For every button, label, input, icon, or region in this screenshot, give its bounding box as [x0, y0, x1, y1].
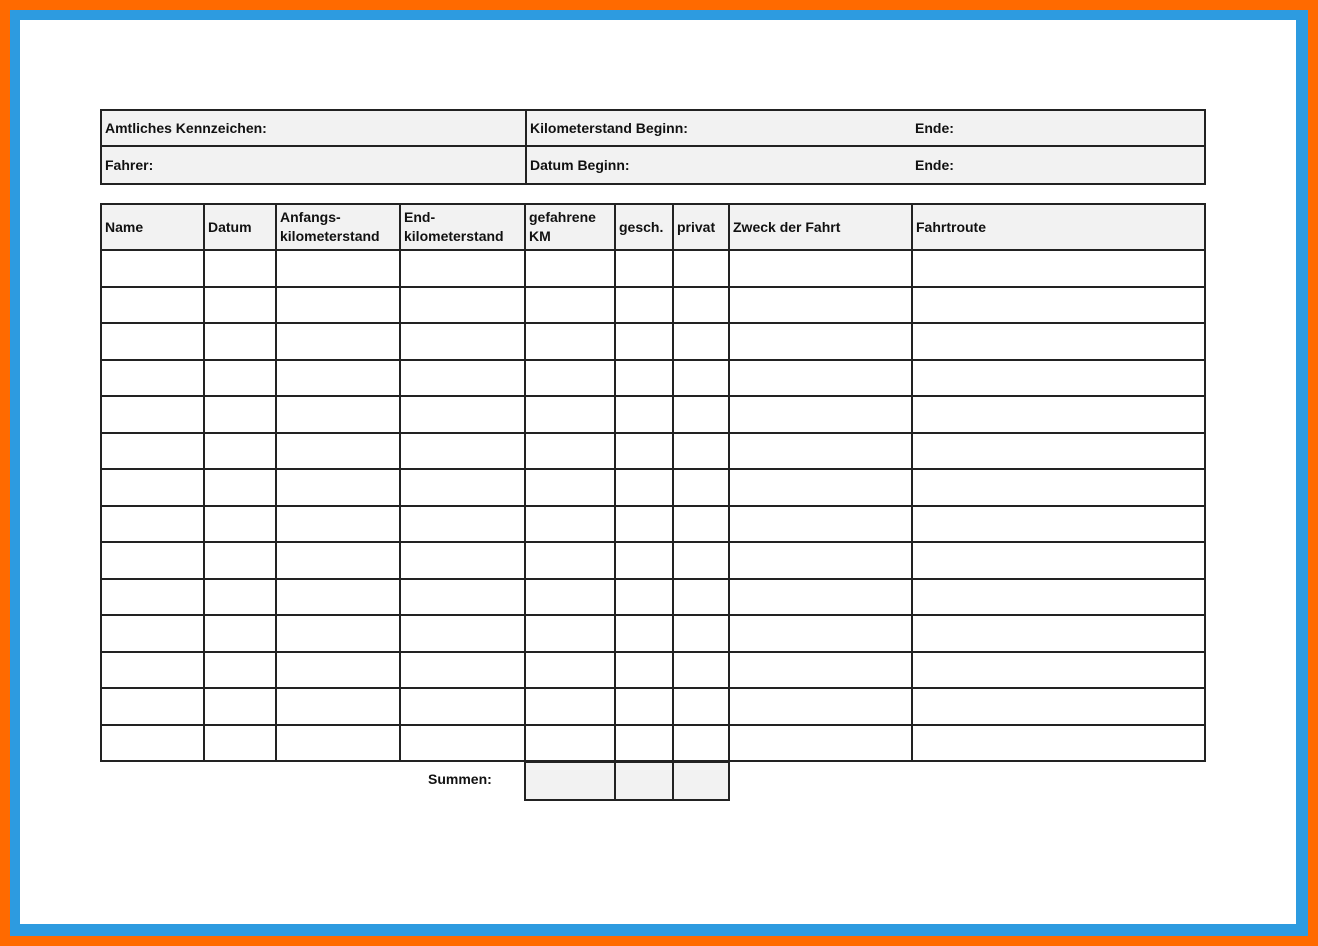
column-header-line: KM	[529, 228, 551, 244]
log-cell[interactable]	[615, 396, 673, 433]
column-header-line: privat	[677, 218, 716, 235]
log-cell[interactable]	[204, 360, 276, 397]
column-header-line: Anfangs-	[280, 209, 341, 225]
log-cell[interactable]	[400, 615, 525, 652]
table-row	[101, 360, 1205, 397]
log-cell[interactable]	[276, 396, 400, 433]
column-header-line: Name	[105, 218, 144, 235]
table-row	[101, 396, 1205, 433]
log-cell[interactable]	[400, 323, 525, 360]
table-row	[101, 469, 1205, 506]
log-cell[interactable]	[729, 433, 912, 470]
log-cell[interactable]	[101, 506, 204, 543]
table-row	[101, 652, 1205, 689]
log-cell[interactable]	[276, 688, 400, 725]
kilometerstand-field[interactable]	[526, 110, 1205, 146]
log-cell[interactable]	[673, 250, 729, 287]
log-cell[interactable]	[101, 652, 204, 689]
log-cell[interactable]	[276, 615, 400, 652]
table-row	[101, 433, 1205, 470]
table-row	[101, 287, 1205, 324]
log-cell[interactable]	[204, 396, 276, 433]
column-header	[204, 204, 276, 250]
log-cell[interactable]	[912, 469, 1205, 506]
log-cell[interactable]	[912, 433, 1205, 470]
log-cell[interactable]	[204, 688, 276, 725]
column-header	[276, 204, 400, 250]
log-cell[interactable]	[615, 506, 673, 543]
log-cell[interactable]	[276, 579, 400, 616]
column-header-line: gesch.	[619, 218, 664, 235]
log-cell[interactable]	[276, 725, 400, 762]
log-cell[interactable]	[615, 615, 673, 652]
log-cell[interactable]	[615, 652, 673, 689]
log-cell[interactable]	[729, 469, 912, 506]
log-cell[interactable]	[204, 652, 276, 689]
summen-row	[525, 762, 729, 800]
log-cell[interactable]	[276, 469, 400, 506]
log-cell[interactable]	[729, 542, 912, 579]
log-cell[interactable]	[276, 287, 400, 324]
table-row	[101, 579, 1205, 616]
trip-log-table	[100, 203, 1206, 762]
log-cell[interactable]	[101, 725, 204, 762]
log-cell[interactable]	[615, 323, 673, 360]
log-cell[interactable]	[400, 360, 525, 397]
log-cell[interactable]	[673, 469, 729, 506]
log-cell[interactable]	[673, 287, 729, 324]
log-cell[interactable]	[525, 433, 615, 470]
log-cell[interactable]	[525, 287, 615, 324]
log-cell[interactable]	[101, 360, 204, 397]
log-cell[interactable]	[525, 688, 615, 725]
column-header-line: kilometerstand	[280, 228, 380, 244]
log-cell[interactable]	[729, 396, 912, 433]
summen-km-cell[interactable]	[525, 762, 615, 800]
summen-label: Summen:	[428, 771, 492, 787]
log-cell[interactable]	[204, 433, 276, 470]
log-cell[interactable]	[673, 360, 729, 397]
log-cell[interactable]	[204, 287, 276, 324]
log-cell[interactable]	[276, 360, 400, 397]
log-cell[interactable]	[525, 323, 615, 360]
table-row	[101, 615, 1205, 652]
column-header	[400, 204, 525, 250]
log-cell[interactable]	[615, 360, 673, 397]
table-row	[101, 688, 1205, 725]
log-cell[interactable]	[673, 725, 729, 762]
log-cell[interactable]	[673, 579, 729, 616]
log-cell[interactable]	[615, 433, 673, 470]
summen-privat-cell[interactable]	[673, 762, 729, 800]
log-cell[interactable]	[204, 250, 276, 287]
log-cell[interactable]	[525, 250, 615, 287]
log-cell[interactable]	[615, 287, 673, 324]
header-row-driver	[101, 146, 1205, 184]
log-cell[interactable]	[525, 579, 615, 616]
log-cell[interactable]	[673, 615, 729, 652]
log-cell[interactable]	[204, 469, 276, 506]
log-cell[interactable]	[400, 506, 525, 543]
log-cell[interactable]	[729, 652, 912, 689]
column-header	[525, 204, 615, 250]
datum-ende-label: Ende:	[915, 157, 954, 173]
log-cell[interactable]	[615, 469, 673, 506]
log-cell[interactable]	[615, 688, 673, 725]
log-cell[interactable]	[912, 542, 1205, 579]
log-cell[interactable]	[729, 506, 912, 543]
log-cell[interactable]	[615, 579, 673, 616]
table-row	[101, 506, 1205, 543]
summen-gesch-cell[interactable]	[615, 762, 673, 800]
log-cell[interactable]	[912, 579, 1205, 616]
log-cell[interactable]	[276, 652, 400, 689]
log-cell[interactable]	[673, 433, 729, 470]
log-cell[interactable]	[729, 360, 912, 397]
km-ende-label: Ende:	[915, 120, 954, 136]
log-cell[interactable]	[912, 250, 1205, 287]
column-header	[673, 204, 729, 250]
log-cell[interactable]	[204, 615, 276, 652]
column-header-line: Fahrtroute	[916, 218, 986, 235]
log-cell[interactable]	[400, 725, 525, 762]
summen-table	[524, 761, 730, 801]
log-cell[interactable]	[673, 542, 729, 579]
log-cell[interactable]	[204, 579, 276, 616]
log-cell[interactable]	[912, 725, 1205, 762]
log-cell[interactable]	[204, 725, 276, 762]
log-cell[interactable]	[912, 323, 1205, 360]
log-cell[interactable]	[101, 542, 204, 579]
column-header-line: gefahrene	[529, 209, 596, 225]
log-cell[interactable]	[912, 615, 1205, 652]
table-row	[101, 250, 1205, 287]
log-cell[interactable]	[912, 360, 1205, 397]
log-cell[interactable]	[101, 579, 204, 616]
log-cell[interactable]	[400, 542, 525, 579]
log-cell[interactable]	[673, 688, 729, 725]
column-header	[615, 204, 673, 250]
log-cell[interactable]	[525, 652, 615, 689]
datum-field[interactable]	[526, 146, 1205, 184]
fahrer-field[interactable]	[101, 146, 526, 184]
log-body	[101, 250, 1205, 761]
log-cell[interactable]	[673, 396, 729, 433]
log-cell[interactable]	[400, 433, 525, 470]
log-cell[interactable]	[525, 615, 615, 652]
km-beginn-label: Kilometerstand Beginn:	[530, 120, 688, 136]
log-cell[interactable]	[525, 506, 615, 543]
log-cell[interactable]	[525, 396, 615, 433]
log-cell[interactable]	[204, 506, 276, 543]
log-cell[interactable]	[525, 469, 615, 506]
log-cell[interactable]	[729, 287, 912, 324]
log-cell[interactable]	[276, 433, 400, 470]
log-header-row	[101, 204, 1205, 250]
log-cell[interactable]	[101, 396, 204, 433]
log-cell[interactable]	[729, 688, 912, 725]
column-header-line: Datum	[208, 218, 252, 235]
column-header-line: Zweck der Fahrt	[733, 218, 841, 235]
log-cell[interactable]	[101, 688, 204, 725]
fahrer-label: Fahrer:	[105, 157, 154, 173]
log-cell[interactable]	[276, 323, 400, 360]
log-cell[interactable]	[912, 287, 1205, 324]
log-cell[interactable]	[729, 250, 912, 287]
document-sheet	[20, 20, 1296, 924]
table-row	[101, 725, 1205, 762]
log-cell[interactable]	[101, 287, 204, 324]
datum-beginn-label: Datum Beginn:	[530, 157, 630, 173]
log-cell[interactable]	[400, 396, 525, 433]
log-cell[interactable]	[912, 688, 1205, 725]
log-cell[interactable]	[276, 250, 400, 287]
log-cell[interactable]	[615, 725, 673, 762]
log-cell[interactable]	[525, 542, 615, 579]
vehicle-header-table	[100, 109, 1206, 185]
column-header	[912, 204, 1205, 250]
log-cell[interactable]	[400, 652, 525, 689]
log-cell[interactable]	[400, 250, 525, 287]
column-header-line: kilometerstand	[404, 228, 504, 244]
log-cell[interactable]	[673, 652, 729, 689]
log-cell[interactable]	[276, 506, 400, 543]
log-cell[interactable]	[729, 725, 912, 762]
log-cell[interactable]	[912, 652, 1205, 689]
column-header	[729, 204, 912, 250]
log-cell[interactable]	[729, 579, 912, 616]
log-cell[interactable]	[400, 579, 525, 616]
log-cell[interactable]	[400, 287, 525, 324]
log-cell[interactable]	[615, 250, 673, 287]
log-cell[interactable]	[276, 542, 400, 579]
table-row	[101, 542, 1205, 579]
kennzeichen-label: Amtliches Kennzeichen:	[105, 120, 267, 136]
log-cell[interactable]	[101, 250, 204, 287]
log-cell[interactable]	[204, 542, 276, 579]
log-cell[interactable]	[101, 323, 204, 360]
kennzeichen-field[interactable]	[101, 110, 526, 146]
log-cell[interactable]	[912, 396, 1205, 433]
log-cell[interactable]	[673, 506, 729, 543]
log-cell[interactable]	[525, 360, 615, 397]
header-row-vehicle	[101, 110, 1205, 146]
log-cell[interactable]	[729, 323, 912, 360]
log-cell[interactable]	[400, 469, 525, 506]
log-cell[interactable]	[101, 615, 204, 652]
log-cell[interactable]	[525, 725, 615, 762]
log-cell[interactable]	[101, 469, 204, 506]
log-cell[interactable]	[204, 323, 276, 360]
log-cell[interactable]	[101, 433, 204, 470]
log-cell[interactable]	[912, 506, 1205, 543]
log-cell[interactable]	[673, 323, 729, 360]
log-cell[interactable]	[400, 688, 525, 725]
log-cell[interactable]	[729, 615, 912, 652]
column-header-line: End-	[404, 209, 436, 225]
column-header	[101, 204, 204, 250]
log-cell[interactable]	[615, 542, 673, 579]
table-row	[101, 323, 1205, 360]
